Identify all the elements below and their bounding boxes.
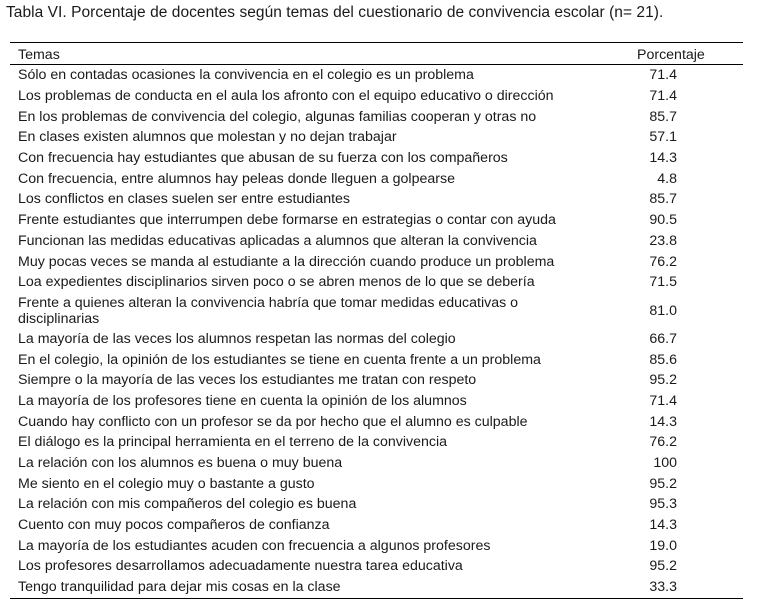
- table-row: [10, 127, 743, 148]
- table-row: [10, 106, 743, 127]
- row-topic: Los conflictos en clases suelen ser entre estudiantes: [18, 191, 351, 208]
- row-topic: En los problemas de convivencia del colegio, algunas familias cooperan y otras no: [18, 108, 537, 125]
- row-topic: Sólo en contadas ocasiones la convivencia en el colegio es un problema: [18, 67, 474, 84]
- table-row: [10, 494, 743, 515]
- row-percentage: 71.4: [649, 392, 677, 409]
- row-topic: Con frecuencia, entre alumnos hay peleas donde lleguen a golpearse: [18, 170, 455, 187]
- row-percentage: 71.5: [649, 274, 677, 291]
- row-percentage: 71.4: [649, 88, 677, 105]
- row-topic: Frente a quienes alteran la convivencia habría que tomar medidas educativas o disciplinarias: [18, 294, 519, 327]
- row-percentage: 14.3: [649, 413, 677, 430]
- row-topic: Muy pocas veces se manda al estudiante a la dirección cuando produce un problema: [18, 253, 555, 270]
- row-percentage: 14.3: [649, 150, 677, 167]
- row-percentage: 71.4: [649, 67, 677, 84]
- row-topic: Loa expedientes disciplinarios sirven poco o se abren menos de lo que se debería: [18, 274, 535, 291]
- table-row: [10, 473, 743, 494]
- row-topic: El diálogo es la principal herramienta en el terreno de la convivencia: [18, 434, 448, 451]
- row-topic: Frente estudiantes que interrumpen debe formarse en estrategias o contar con ayuda: [18, 212, 556, 229]
- row-topic: Funcionan las medidas educativas aplicadas a alumnos que alteran la convivencia: [18, 232, 537, 249]
- table-row: [10, 189, 743, 210]
- row-topic: La relación con los alumnos es buena o muy buena: [18, 455, 343, 472]
- row-percentage: 95.2: [649, 558, 677, 575]
- header-topic: Temas: [18, 47, 60, 63]
- table-row: [10, 535, 743, 556]
- table-row: [10, 391, 743, 412]
- row-percentage: 85.7: [649, 191, 677, 208]
- row-topic: En clases existen alumnos que molestan y no dejan trabajar: [18, 129, 397, 146]
- row-percentage: 57.1: [649, 129, 677, 146]
- row-percentage: 90.5: [649, 212, 677, 229]
- row-percentage: 85.6: [649, 351, 677, 368]
- row-topic: Los problemas de conducta en el aula los afronto con el equipo educativo o dirección: [18, 88, 554, 105]
- table-row: [10, 329, 743, 350]
- row-topic: La mayoría de las veces los alumnos respetan las normas del colegio: [18, 330, 456, 347]
- row-percentage: 14.3: [649, 517, 677, 534]
- row-percentage: 23.8: [649, 232, 677, 249]
- table-caption: Tabla VI. Porcentaje de docentes según temas del cuestionario de convivencia escolar (n= 21).: [6, 4, 664, 21]
- table-row: [10, 577, 743, 598]
- row-percentage: 4.8: [657, 170, 677, 187]
- row-topic: Con frecuencia hay estudiantes que abusan de su fuerza con los compañeros: [18, 150, 508, 167]
- row-topic: Tengo tranquilidad para dejar mis cosas en la clase: [18, 579, 341, 596]
- row-topic: La mayoría de los profesores tiene en cuenta la opinión de los alumnos: [18, 392, 467, 409]
- row-topic: La mayoría de los estudiantes acuden con frecuencia a algunos profesores: [18, 537, 491, 554]
- row-topic: Cuando hay conflicto con un profesor se da por hecho que el alumno es culpable: [18, 413, 528, 430]
- table-row: [10, 411, 743, 432]
- table-row: [10, 272, 743, 293]
- table-row: [10, 231, 743, 252]
- table-row: [10, 453, 743, 474]
- row-topic: Siempre o la mayoría de las veces los estudiantes me tratan con respeto: [18, 372, 477, 389]
- table-row: [10, 148, 743, 169]
- row-percentage: 100: [653, 455, 677, 472]
- table-row: [10, 515, 743, 536]
- row-percentage: 66.7: [649, 330, 677, 347]
- table-header-row: [10, 43, 743, 65]
- row-percentage: 33.3: [649, 579, 677, 596]
- row-percentage: 95.3: [649, 496, 677, 513]
- row-percentage: 95.2: [649, 372, 677, 389]
- data-table: [10, 42, 743, 599]
- row-topic: Cuento con muy pocos compañeros de confianza: [18, 517, 330, 534]
- row-percentage: 76.2: [649, 434, 677, 451]
- table-row: [10, 293, 743, 329]
- table-row: [10, 432, 743, 453]
- table-row: [10, 251, 743, 272]
- table-row: [10, 556, 743, 577]
- table-row: [10, 168, 743, 189]
- table-row: [10, 370, 743, 391]
- row-percentage: 19.0: [649, 537, 677, 554]
- header-percentage: Porcentaje: [637, 47, 705, 63]
- row-percentage: 95.2: [649, 475, 677, 492]
- row-percentage: 76.2: [649, 253, 677, 270]
- table-row: [10, 86, 743, 107]
- table-row: [10, 65, 743, 86]
- row-topic: Los profesores desarrollamos adecuadamente nuestra tarea educativa: [18, 558, 463, 575]
- row-topic: Me siento en el colegio muy o bastante a gusto: [18, 475, 315, 492]
- row-topic: La relación con mis compañeros del colegio es buena: [18, 496, 357, 513]
- table-row: [10, 210, 743, 231]
- row-percentage: 81.0: [649, 302, 677, 319]
- row-topic: En el colegio, la opinión de los estudiantes se tiene en cuenta frente a un problema: [18, 351, 541, 368]
- table-row: [10, 349, 743, 370]
- row-percentage: 85.7: [649, 108, 677, 125]
